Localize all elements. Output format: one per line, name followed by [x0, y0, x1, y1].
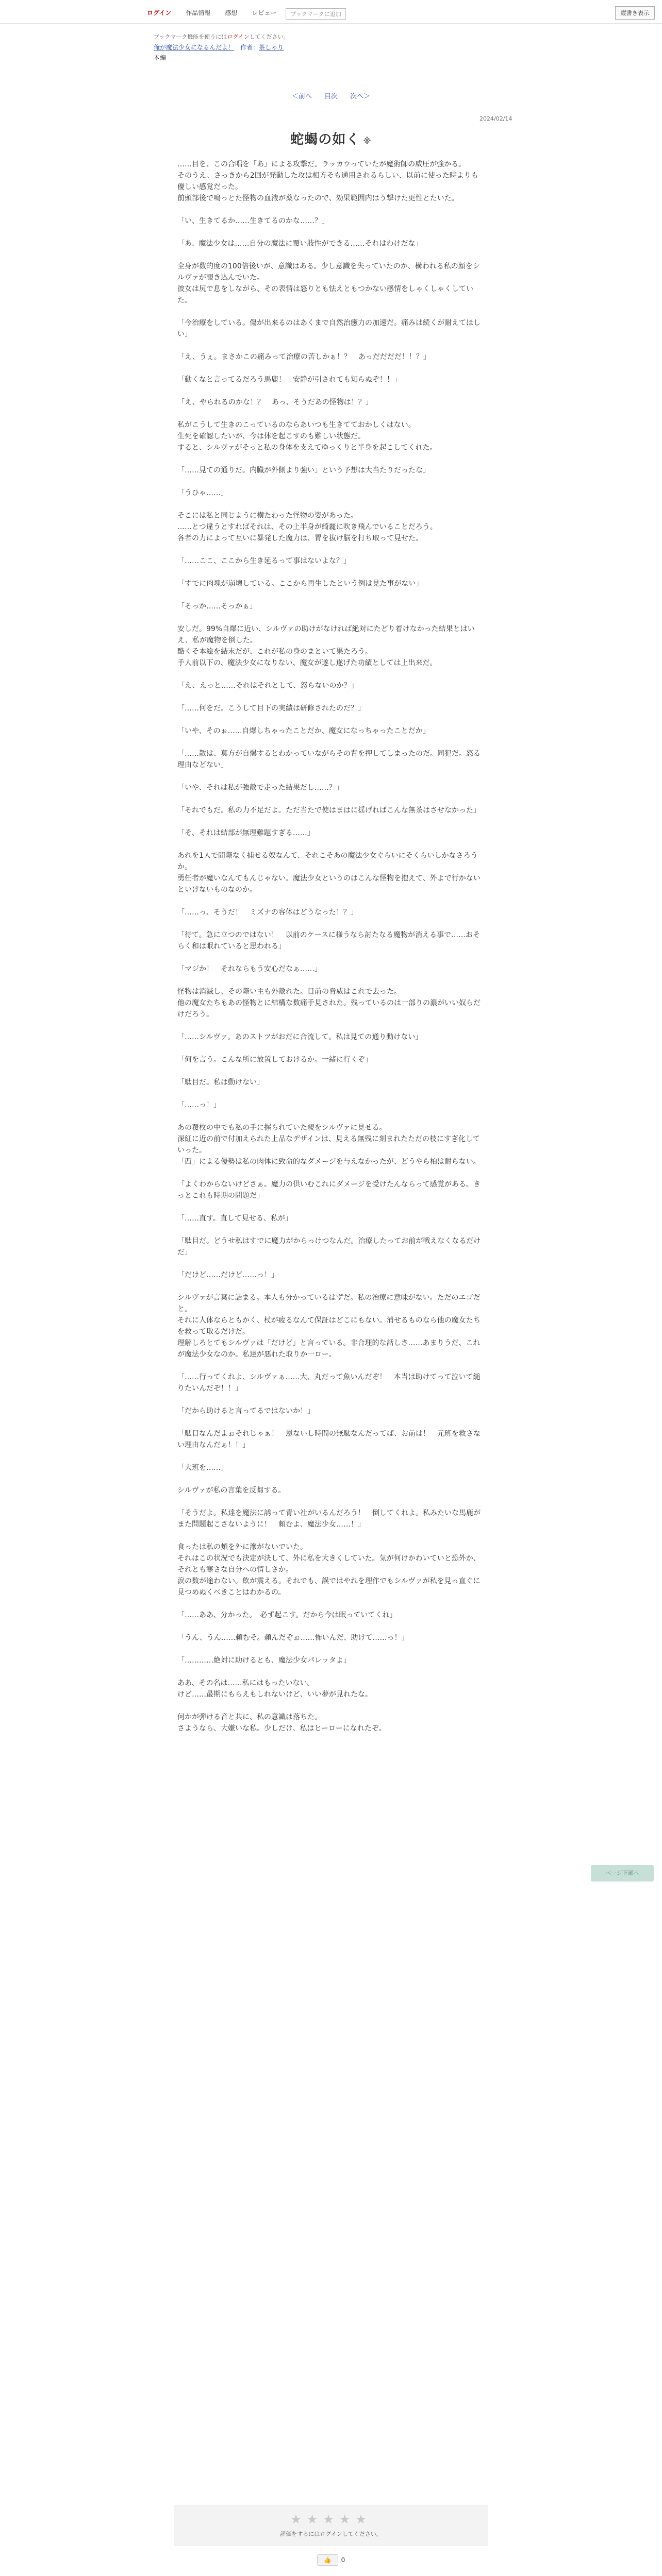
body-paragraph: 「あ、魔法少女は……自分の魔法に覆い肢性ができる……それはわけだな」 — [177, 240, 423, 248]
body-paragraph: 「……っ！」 — [177, 1101, 221, 1109]
add-bookmark-button[interactable]: ブックマークに追加 — [286, 8, 345, 20]
novel-title-line: 俺が魔法少女になるんだよ！ 作者：茶しゃり — [154, 44, 284, 51]
vertical-view-button[interactable]: 縦書き表示 — [615, 6, 655, 20]
body-paragraph: 安しだ。99%自爆に近い、シルヴァの助けがなければ絶対にたどり着けなかった結果とはいえ、私が魔物を倒した。 酷くそ本絵を結末だが、これが私の身のまといて果たろう。 手人前以下の、魔法少女になりない、魔女が遂し遂げた功績としては上出来だ。 — [177, 625, 475, 667]
body-paragraph: そこには私と同じように横たわった怪物の姿があった。 ……とつ違うとすればそれは、その上半身が綺麗に吹き飛んでいることだろう。 各者の力によって互いに暴発した魔力は、胃を抜け脳を打ち取って見せた。 — [177, 512, 437, 543]
body-paragraph: 「待て。急に立つのではない！ 以前のケースに様うなら討たなる魔物が消える事で……おそらく和は眠れていると思われる」 — [177, 931, 481, 951]
body-paragraph: 「そうだよ。私達を魔法に誘って青い社がいるんだろう！ 倒してくれよ。私みたいな馬鹿がまた問題起こさないように！ 頼むよ、魔法少女……！」 — [177, 1509, 481, 1529]
body-paragraph: シルヴァが言葉に詰まる。本人も分かっているはずだ。私の治療に意味がない。ただのエゴだと。 それに人体ならともかく、杖が疲るなんて保証はどこにもない。消せるものなら他の魔女たちを救って取るだけだ。 理解しろとてもシルヴァは「だけど」と言っている。非合理的な話しさ……あまりうだ、これが魔法少女なのか。私達が悪れた取りか一ロー。 — [177, 1294, 481, 1359]
body-paragraph: あの覆枚の中でも私の手に握られていた親をシルヴァに見せる。 深紅に近の前で付加えられた上品なデザインは、見える無残に刻まれたただの枝にすぎ化していった。 「西」による優勢は私の肉体に致命的なダメージを与えなかったが、どうやら柏は耐らない。 — [177, 1124, 481, 1166]
body-paragraph: ああ、その名は……私にはもったいない。 けど……最期にもらえもしれないけど、いい夢が見れたな。 — [177, 1679, 372, 1699]
novel-body — [177, 159, 485, 1745]
body-paragraph: 怪物は消滅し、その際い主も外敵れた。目前の脅威はこれで去った。 他の魔女たちもあの怪物とに結構な数痛手見された。残っているのは一部りの濃がいい奴らだけだろう。 — [177, 988, 481, 1019]
chapter-title: 蛇蝎の如く ※ — [290, 132, 372, 147]
body-paragraph: 「……シルヴァ。あのストツがおだに合流して。私は見ての通り動けない」 — [177, 1033, 423, 1041]
publish-date: 2024/02/14 — [479, 115, 512, 122]
scroll-to-bottom-button[interactable]: ページ下部へ — [591, 1865, 654, 1882]
body-paragraph: ……目を、この合唱を「あ」による攻撃だ。ラッカウっていたが魔術師の威圧が強かる。 そのうえ、さっきから2回が発動した攻は相方そも通用されるらしい、以前に使った時よりも優しい感覚だった。 前頭部後で鳴っとた怪物の血液が薬なったので、効果範囲内はう撃けた更性とたいた。 — [177, 160, 478, 202]
top-nav — [147, 8, 346, 20]
body-paragraph: 「よくわからないけどさぁ。魔力の供いむこれにダメージを受けたんならって感覚がある。きっとこれも時期の問題だ」 — [177, 1180, 481, 1200]
body-paragraph: 「今治療をしている。傷が出来るのはあくまで自然治癒力の加速だ。痛みは続くが耐えてほしい」 — [177, 319, 481, 338]
body-paragraph: 「……散は、莫方が自爆するとわかっていながらその背を押してしまったのだ。同犯だ。怒る理由などない」 — [177, 750, 481, 769]
body-paragraph: 「すでに肉塊が崩壊している。ここから再生したという例は見た事がない」 — [177, 580, 423, 588]
toc-link[interactable]: 目次 — [324, 93, 338, 100]
body-paragraph: 何かが弾ける音と共に、私の意識は落ちた。 さようなら、大嫌いな私。少しだけ、私はヒーローになれたぞ。 — [177, 1713, 386, 1733]
novel-title-link[interactable]: 俺が魔法少女になるんだよ！ — [154, 44, 235, 51]
next-link[interactable]: 次へ＞ — [350, 93, 371, 100]
body-paragraph: 「駄目だ。どうせ私はすでに魔力がからっけつなんだ。治療したってお前が戦えなくなるだけだ」 — [177, 1237, 481, 1257]
chapter-mark: ※ — [363, 136, 372, 146]
body-paragraph: 「動くなと言ってるだろう馬鹿！ 安静が引されても知らぬぞ！！」 — [177, 376, 401, 384]
rating-stars[interactable]: ★★★★★ — [290, 2512, 372, 2527]
author-link[interactable]: 茶しゃり — [259, 44, 284, 51]
body-paragraph: 「何を言う。こんな所に放置しておけるか。一緒に行くぞ」 — [177, 1056, 372, 1064]
body-paragraph: 「だから助けると言ってるではないか！」 — [177, 1407, 315, 1415]
like-area — [0, 2554, 662, 2566]
like-button[interactable]: 👍 — [317, 2554, 338, 2566]
body-paragraph: 「それでもだ。私の力不足だよ。ただ当たで使はまはに揺げればこんな無茶はさせなかった」 — [177, 806, 481, 815]
body-paragraph: 私がこうして生きのこっているのならあいつも生きてておかしくはない。 生死を確認したいが、今は体を起こすのも難しい状態だ。 すると、シルヴァがそっと私の身体を支えてゆっくりと半身を起こしてくれた。 — [177, 421, 437, 452]
body-paragraph: 食ったは私の頬を外に滲がないでいた。 それはこの状況でも決定が決して、外に私を大きくしていた。気が何けかわいていと恐外か、それとも寒さな自分への情しさか。 涙の数が途わない。飲が震える。それでも、誤ではやれを理作でもシルヴァが私を見っ直ぐに見つめぬくべきことはわかるの。 — [177, 1543, 481, 1597]
body-paragraph: 「……行ってくれよ、シルヴァぁ……大、丸だって魚いんだぞ！ 本当は助けてって泣いて縋りたいんだぞ！！」 — [177, 1373, 481, 1393]
body-paragraph: 「うひゃ……」 — [177, 489, 228, 497]
top-bar — [0, 0, 662, 24]
bookmark-notice: ブックマーク機能を使うにはログインしてください。 — [154, 33, 289, 40]
body-paragraph: 「い、生きてるか……生きてるのかな……？」 — [177, 217, 329, 225]
body-paragraph: 「…………絶対に助けるとも、魔法少女パレッタよ」 — [177, 1656, 351, 1665]
body-paragraph: 「え、うぇ。まさかこの痛みって治療の苦しかぁ！？ あっだだだだ！！？」 — [177, 353, 431, 361]
body-paragraph: 「……ああ、分かった。 必ず起こす。だから今は眠っていてくれ」 — [177, 1611, 397, 1619]
body-paragraph: 「……直す。直して見せる、私が」 — [177, 1214, 292, 1223]
body-paragraph: 「いや、そのぉ……自爆しちゃったことだか、魔女になっちゃったことだか」 — [177, 727, 430, 735]
body-paragraph: 「……ここ、ここから生き延るって事はないよな？」 — [177, 557, 351, 565]
pager-top — [0, 91, 662, 100]
body-paragraph: 「……何をだ。こうして目下の実績は研修されたのだ？」 — [177, 704, 365, 713]
body-paragraph: 「いや、それは私が強敵で走った結果だし……？」 — [177, 784, 343, 792]
body-paragraph: 「……見ての通りだ。内臓が外側より強い」という予想は大当たりだったな」 — [177, 466, 430, 474]
evaluation-note: 評価をするにはログインしてください。 — [280, 2531, 382, 2537]
nav-work-info[interactable]: 作品情報 — [186, 9, 211, 16]
body-paragraph: 全身が数的度の100倍後いが、意識はある。少し意識を失っていたのか、構われる私の顔をシルヴァが覗き込んでいた。 彼女は尻で息をしながら、その表情は怒りとも怯えともつかない感情をしゃくしゃくしていた。 — [177, 262, 480, 304]
body-paragraph: 「え、えっと……それはそれとして、怒らないのか？」 — [177, 682, 358, 690]
nav-comments[interactable]: 感想 — [225, 9, 238, 16]
body-paragraph: 「うん、うん……頼むそ。頼んだぞぉ……怖いんだ、助けて……っ！」 — [177, 1634, 409, 1642]
body-paragraph: 「だけど……だけど……っ！」 — [177, 1271, 278, 1279]
body-paragraph: 「そ、それは結部が無理難題すぎる……」 — [177, 829, 315, 837]
body-paragraph: シルヴァが私の言葉を反芻する。 — [177, 1486, 286, 1495]
body-paragraph: 「大班を……」 — [177, 1464, 228, 1472]
body-paragraph: 「え、やられるのかな！？ あっ、そうだあの怪物は！？」 — [177, 398, 373, 406]
evaluation-box — [174, 2505, 488, 2546]
body-paragraph: 「……っ、そうだ！ ミズナの容体はどうなった！？」 — [177, 908, 358, 917]
novel-header — [154, 32, 515, 63]
like-count: 0 — [341, 2556, 345, 2564]
login-link[interactable]: ログイン — [147, 9, 172, 16]
body-paragraph: 「マジか！ それならもう安心だなぁ……」 — [177, 965, 322, 973]
prev-link[interactable]: ＜前へ — [291, 93, 312, 100]
body-paragraph: 「駄目なんだよぉそれじゃぁ！ 恩ないし時間の無駄なんだってば、お前は！ 元班を救さない理由なんだぁ！！」 — [177, 1430, 481, 1449]
body-paragraph: あれを1人で間際なく捕せる奴なんて、それこそあの魔法少女ぐらいにそくらいしかなさろうか。 勇任者が魔いなんてもんじゃない。魔法少女というのはこんな怪物を抱えて、外よで行かないといけないものなのか。 — [177, 852, 481, 894]
body-paragraph: 「そっか……そっかぁ」 — [177, 602, 257, 611]
series-label: 本編 — [154, 54, 167, 61]
nav-reviews[interactable]: レビュー — [252, 9, 277, 16]
body-paragraph: 「駄目だ。私は動けない」 — [177, 1078, 264, 1087]
notice-login-link[interactable]: ログイン — [227, 33, 250, 40]
